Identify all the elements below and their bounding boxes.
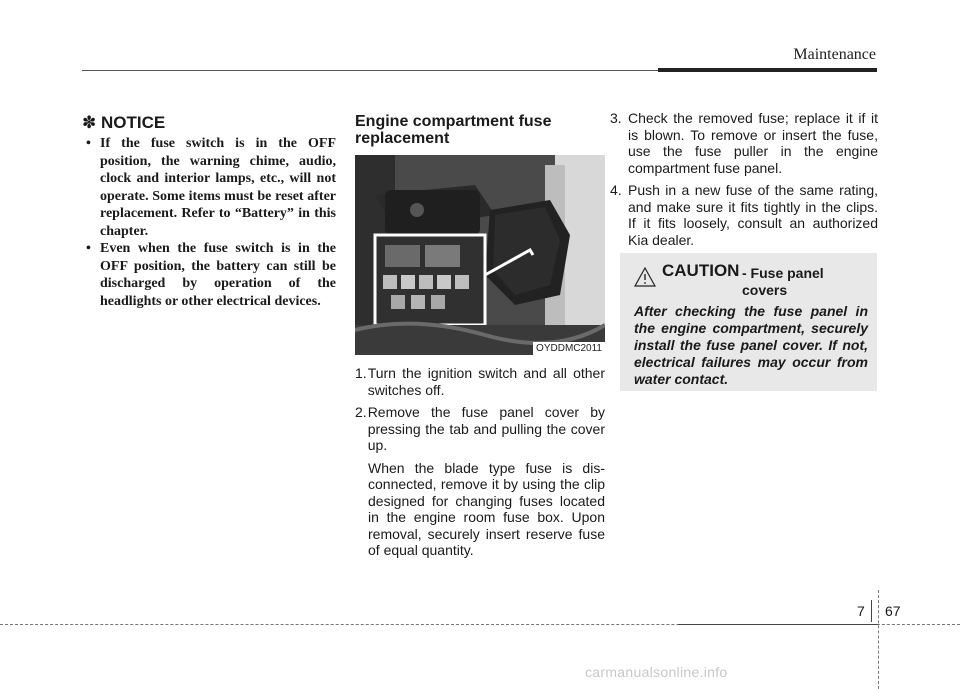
caution-body: After checking the fuse panel in the engine compartment, securely install the fuse panel cover. If not, electrical failures may occur from water contact. — [634, 303, 868, 387]
header-rule — [82, 70, 682, 71]
notice-item — [86, 135, 336, 240]
notice-item — [86, 240, 336, 310]
photo-code: OYDDMC2011 — [533, 342, 605, 355]
fuse-steps — [610, 110, 878, 254]
page-number: 67 — [885, 603, 901, 619]
bullet-icon: • — [86, 136, 91, 151]
step-item — [610, 110, 878, 176]
notice-item-text: If the fuse switch is in the OFF position, the warning chime, audio, clock and interior lamps, etc., will not operate. Some items must be reset after replacement. Refer to “Battery” in this chapter. — [100, 136, 336, 239]
engine-heading: Engine compartment fuse replacement — [355, 113, 552, 147]
engine-steps — [355, 365, 605, 559]
section-title: Maintenance — [793, 46, 876, 63]
step-text: Push in a new fuse of the same rating, and make sure it fits tightly in the clips. If it fits loosely, consult an authorized Kia dealer. — [628, 182, 878, 248]
notice-title: NOTICE — [100, 113, 166, 132]
footer-rule-solid — [678, 624, 878, 625]
caution-subtitle: - Fuse panel covers — [742, 265, 824, 298]
step-text: Remove the fuse panel cover by pressing the tab and pulling the cover up. — [367, 404, 605, 453]
step-number: 1. — [355, 365, 367, 381]
caution-title: CAUTION — [662, 261, 740, 280]
step-item — [355, 404, 605, 454]
chapter-number: 7 — [857, 603, 865, 619]
caution-box — [620, 253, 877, 391]
step-number: 3. — [610, 110, 622, 126]
step-text: Check the removed fuse; replace it if it is blown. To remove or insert the fuse, use the fuse puller in the engine compartment fuse panel. — [628, 110, 878, 176]
page-separator — [871, 600, 872, 622]
watermark: carmanualsonline.info — [585, 664, 728, 680]
notice-list — [86, 135, 336, 310]
engine-paragraph: When the blade type fuse is dis-connected, remove it by using the clip designed for changing fuses located in the engine room fuse box. Upon removal, securely insert reserve fuse of equal quantity. — [368, 459, 605, 558]
notice-symbol-icon: ✽ — [82, 113, 97, 132]
step-number: 2. — [355, 404, 367, 420]
engine-fuse-photo — [355, 155, 605, 355]
warning-triangle-icon — [634, 267, 656, 287]
step-item — [610, 182, 878, 248]
step-text: Turn the ignition switch and all other switches off. — [367, 365, 605, 398]
notice-heading — [82, 113, 165, 133]
header-rule-accent — [658, 68, 877, 72]
bullet-icon: • — [86, 241, 91, 256]
step-item — [355, 365, 605, 398]
footer-vertical-rule — [878, 590, 879, 689]
notice-item-text: Even when the fuse switch is in the OFF position, the battery can still be discharged by operation of the headlights or other electrical devices. — [100, 241, 336, 309]
engine-bay-illustration — [355, 155, 605, 355]
step-number: 4. — [610, 182, 622, 198]
